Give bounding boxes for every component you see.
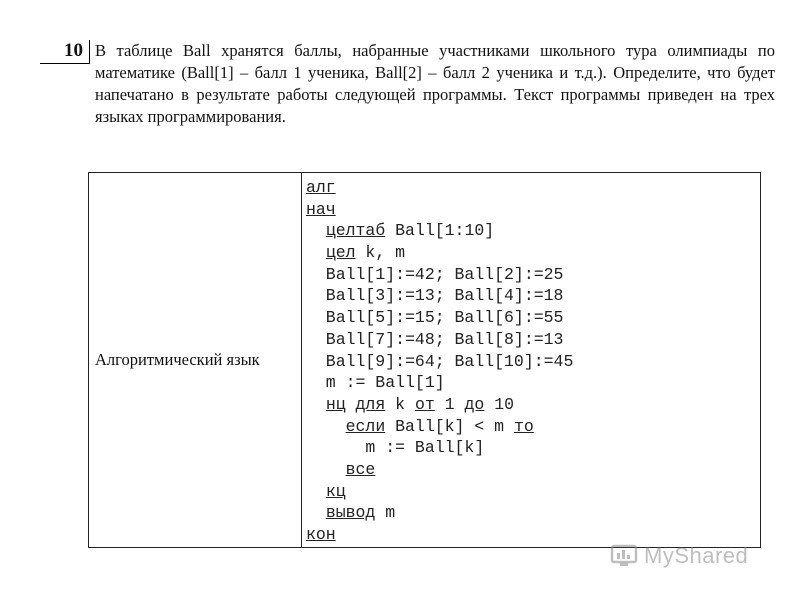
code-keyword: цел <box>325 243 356 263</box>
code-line <box>306 220 756 242</box>
code-line <box>306 372 756 394</box>
watermark-text: MyShared <box>644 543 749 568</box>
code-text <box>306 243 326 262</box>
code-text: k <box>385 394 415 414</box>
code-line <box>306 307 756 329</box>
code-text: Ball[3]:=13; Ball[4]:=18 <box>306 286 564 306</box>
code-keyword: алг <box>306 178 336 197</box>
code-text: m := Ball[1] <box>306 373 445 393</box>
code-line <box>306 351 756 373</box>
code-text <box>306 460 346 479</box>
code-text <box>346 395 356 414</box>
code-keyword: то <box>513 416 534 436</box>
code-keyword: все <box>345 459 376 479</box>
code-text: 1 <box>434 394 465 414</box>
task-text: В таблице Ball хранятся баллы, набранные участниками школьного тура олимпиады по математике (Ball[1] – балл 1 ученика, Ball[2] – балл 2 ученика и т.д.). Определите, что будет напечатано в результате работы следующей программы. Текст программы приведен на трех языках программирования. <box>95 41 775 126</box>
code-text: m := Ball[k] <box>306 438 485 458</box>
code-text <box>306 503 326 522</box>
code-text: Ball[9]:=64; Ball[10]:=45 <box>306 351 574 371</box>
code-keyword: если <box>345 416 386 436</box>
code-table <box>88 172 761 548</box>
code-text <box>306 417 346 436</box>
code-text: Ball[7]:=48; Ball[8]:=13 <box>306 329 564 349</box>
code-keyword: вывод <box>325 503 376 523</box>
code-line <box>306 242 756 264</box>
code-keyword: нач <box>306 199 336 219</box>
code-line <box>306 285 756 307</box>
code-keyword: целтаб <box>325 221 386 241</box>
code-line <box>306 416 756 438</box>
code-text: Ball[5]:=15; Ball[6]:=55 <box>306 308 564 328</box>
code-text: 10 <box>484 394 515 414</box>
code-text: Ball[1]:=42; Ball[2]:=25 <box>306 264 564 284</box>
code-text: m <box>375 503 396 523</box>
code-line <box>306 437 756 459</box>
code-line <box>306 329 756 351</box>
code-text <box>306 482 326 501</box>
code-keyword: кон <box>306 525 336 544</box>
code-text <box>306 221 326 240</box>
code-keyword: от <box>414 394 435 414</box>
code-text: Ball[1:10] <box>385 221 495 241</box>
code-line <box>306 502 756 524</box>
code-line <box>306 459 756 481</box>
code-keyword: до <box>464 394 485 414</box>
code-line <box>306 264 756 286</box>
code-line <box>306 177 756 199</box>
code-line <box>306 481 756 503</box>
code-keyword: нц <box>325 394 346 414</box>
code-text <box>306 395 326 414</box>
code-line <box>306 199 756 221</box>
watermark <box>610 538 770 574</box>
language-label: Алгоритмический язык <box>89 173 302 548</box>
code-line <box>306 394 756 416</box>
code-listing <box>302 173 761 548</box>
code-text: Ball[k] < m <box>385 416 514 436</box>
code-keyword: для <box>355 394 386 414</box>
code-keyword: кц <box>325 481 346 501</box>
task-number: 10 <box>40 40 90 64</box>
monitor-chart-icon <box>610 542 638 570</box>
table-row <box>89 173 761 548</box>
code-text: k, m <box>355 243 406 263</box>
